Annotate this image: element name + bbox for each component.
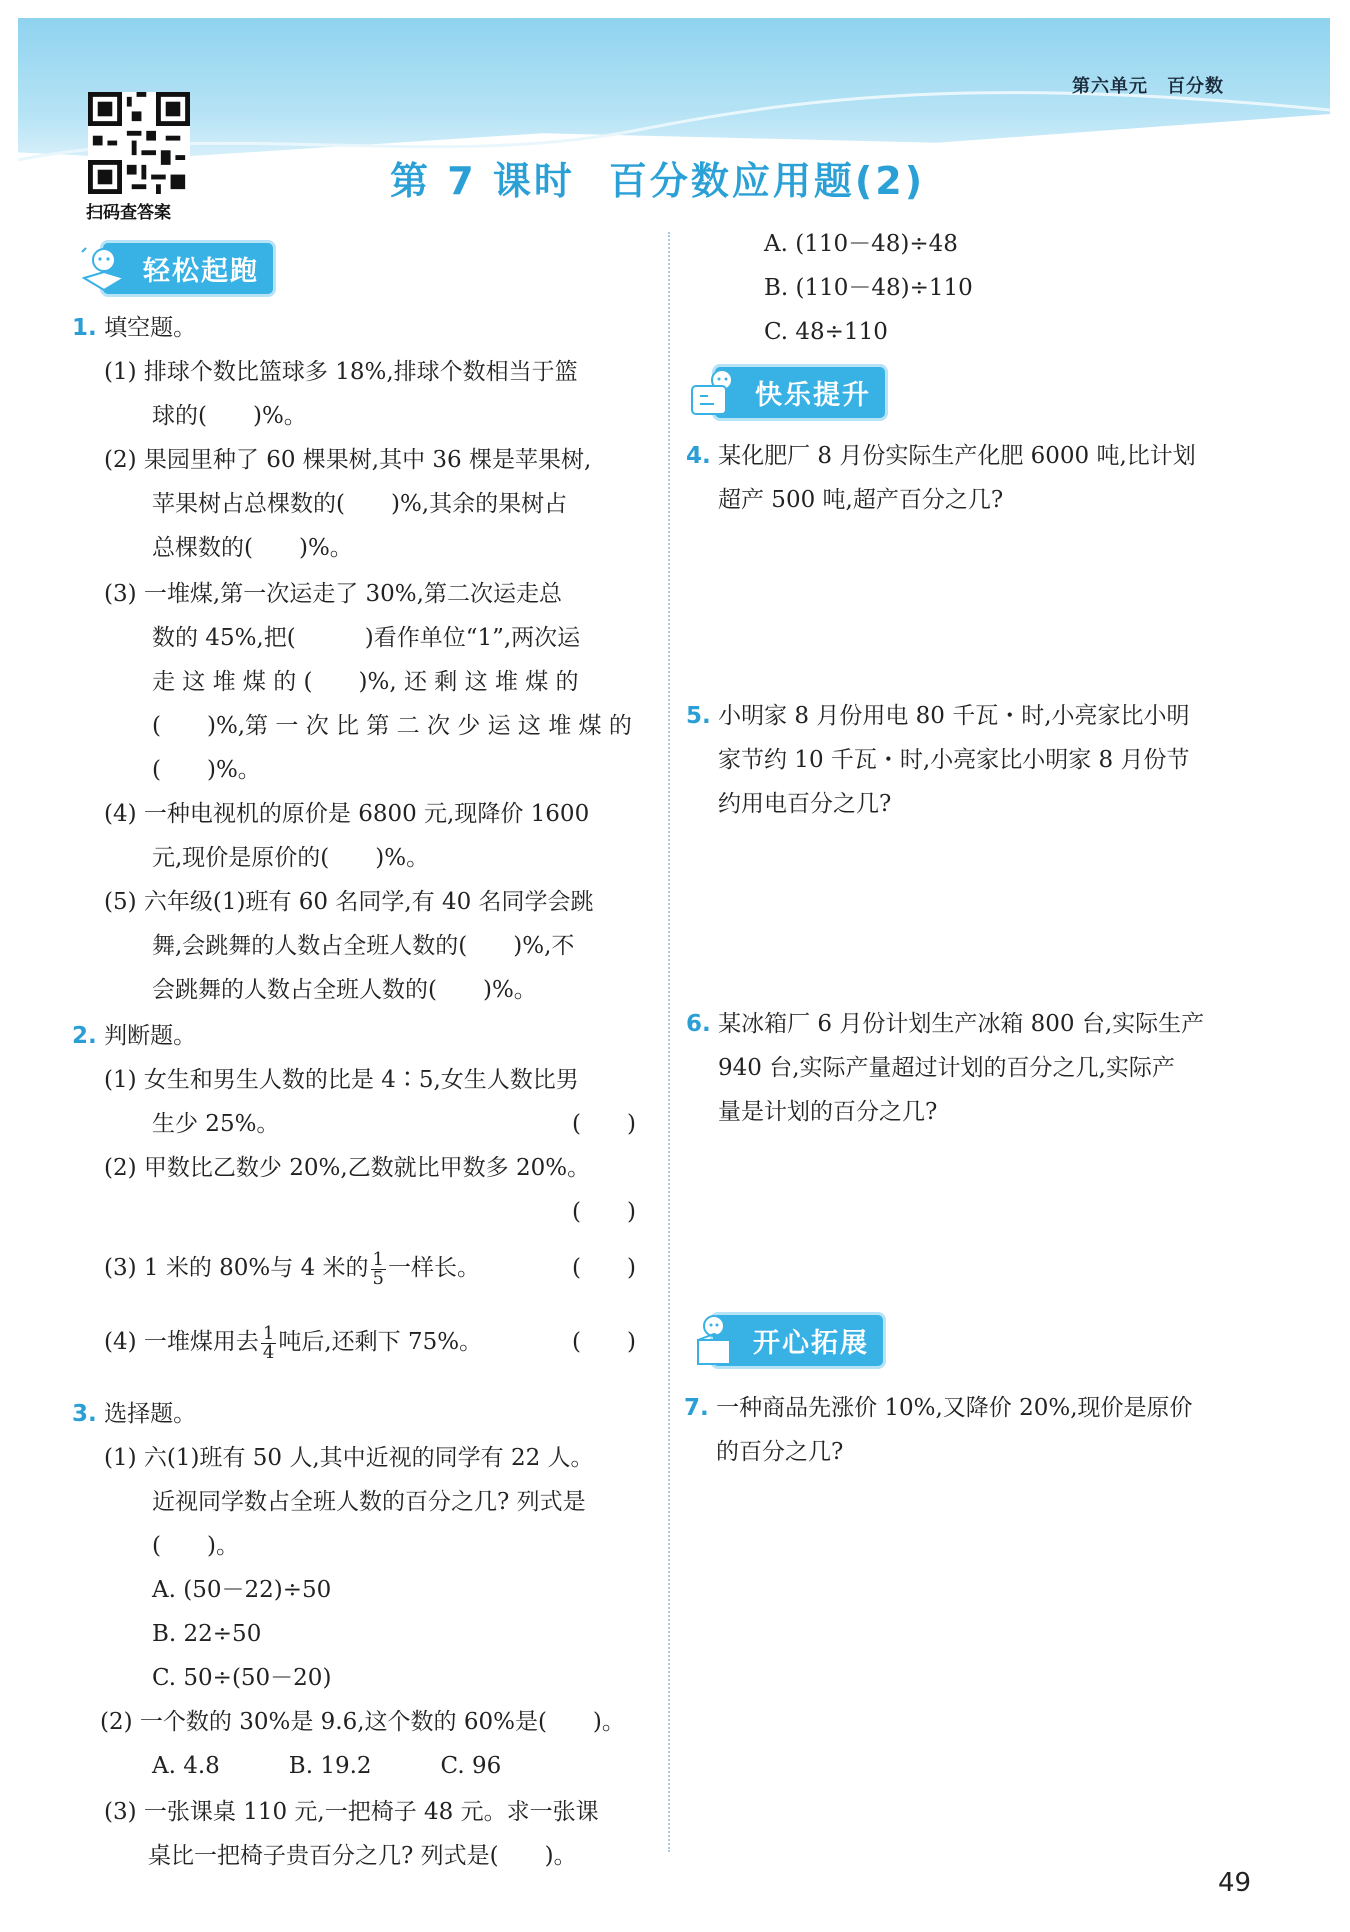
question-line: (4) 一种电视机的原价是 6800 元,现降价 1600 [104,801,590,827]
question-line: (3) 1 米的 80%与 4 米的 $\frac{1}{5}$ 一样长。 [104,1248,480,1289]
section-label: 轻松起跑 [100,240,276,297]
question-2-heading: 2. 判断题。 [72,1023,197,1049]
choice-option: C. 48÷110 [764,319,888,345]
judge-bracket[interactable]: ( ) [572,1255,636,1281]
question-line: 量是计划的百分之几? [718,1099,938,1125]
question-line: (3) 一张课桌 110 元,一把椅子 48 元。求一张课 [104,1799,599,1825]
question-1-heading: 1. 填空题。 [72,315,197,341]
unit-label: 第六单元 百分数 [1072,76,1224,97]
question-line: 家节约 10 千瓦・时,小亮家比小明家 8 月份节 [718,747,1190,773]
question-line: (2) 一个数的 30%是 9.6,这个数的 60%是( )。 [100,1709,625,1735]
question-line: 走 这 堆 煤 的 ( )%, 还 剩 这 堆 煤 的 [152,669,579,695]
question-line: (1) 六(1)班有 50 人,其中近视的同学有 22 人。 [104,1445,594,1471]
question-line: ( )%。 [152,757,261,783]
question-line: ( )。 [152,1533,239,1559]
right-column [670,0,1350,1932]
question-line: (5) 六年级(1)班有 60 名同学,有 40 名同学会跳 [104,889,594,915]
qr-caption: 扫码查答案 [86,203,171,223]
section-label: 快乐提升 [712,364,888,421]
question-line: 近视同学数占全班人数的百分之几? 列式是 [152,1489,586,1515]
question-line: (2) 果园里种了 60 棵果树,其中 36 棵是苹果树, [104,447,592,473]
question-line: 舞,会跳舞的人数占全班人数的( )%,不 [152,933,575,959]
choice-option: A. (110－48)÷48 [764,231,958,257]
question-line: 桌比一把椅子贵百分之几? 列式是( )。 [148,1843,577,1869]
question-line: 会跳舞的人数占全班人数的( )%。 [152,977,537,1003]
choice-option: A. (50－22)÷50 [152,1577,332,1603]
question-line: 苹果树占总棵数的( )%,其余的果树占 [152,491,568,517]
question-line: 940 台,实际产量超过计划的百分之几,实际产 [718,1055,1175,1081]
question-line: (1) 女生和男生人数的比是 4∶5,女生人数比男 [104,1067,579,1093]
question-line: ( )%,第 一 次 比 第 二 次 少 运 这 堆 煤 的 [152,713,632,739]
question-line: 总棵数的( )%。 [152,535,353,561]
fraction: $\frac{1}{5}$ [372,1248,384,1289]
judge-bracket[interactable]: ( ) [572,1329,636,1355]
choice-option: C. 50÷(50－20) [152,1665,332,1691]
section-label: 开心拓展 [710,1312,886,1369]
question-6: 6. 某冰箱厂 6 月份计划生产冰箱 800 台,实际生产 [686,1011,1205,1037]
question-line: 数的 45%,把( )看作单位“1”,两次运 [152,625,581,651]
question-line: (1) 排球个数比篮球多 18%,排球个数相当于篮 [104,359,578,385]
fraction: $\frac{1}{4}$ [262,1322,275,1363]
question-line: 球的( )%。 [152,403,307,429]
question-line: 约用电百分之几? [718,791,892,817]
question-3-heading: 3. 选择题。 [72,1401,197,1427]
question-line: 超产 500 吨,超产百分之几? [718,487,1004,513]
question-4: 4. 某化肥厂 8 月份实际生产化肥 6000 吨,比计划 [686,443,1196,469]
mascot-board-icon [686,362,746,422]
choice-options-row: A. 4.8 B. 19.2 C. 96 [152,1753,502,1779]
question-5: 5. 小明家 8 月份用电 80 千瓦・时,小亮家比小明 [686,703,1190,729]
lesson-topic: 百分数应用题(2) [608,159,926,203]
question-line: 的百分之几? [716,1439,844,1465]
mascot-box-icon [684,1310,744,1370]
choice-option: B. (110－48)÷110 [764,275,973,301]
question-7: 7. 一种商品先涨价 10%,又降价 20%,现价是原价 [684,1395,1193,1421]
judge-bracket[interactable]: ( ) [572,1199,636,1225]
mascot-reading-icon [74,238,134,298]
page-number: 49 [1218,1868,1252,1898]
question-line: (3) 一堆煤,第一次运走了 30%,第二次运走总 [104,581,562,607]
lesson-number: 第 7 课时 [390,159,575,203]
question-line: 生少 25%。 [152,1111,280,1137]
question-line: 元,现价是原价的( )%。 [152,845,430,871]
choice-option: B. 22÷50 [152,1621,262,1647]
question-line: (2) 甲数比乙数少 20%,乙数就比甲数多 20%。 [104,1155,591,1181]
judge-bracket[interactable]: ( ) [572,1111,636,1137]
question-line: (4) 一堆煤用去 $\frac{1}{4}$ 吨后,还剩下 75%。 [104,1322,483,1363]
